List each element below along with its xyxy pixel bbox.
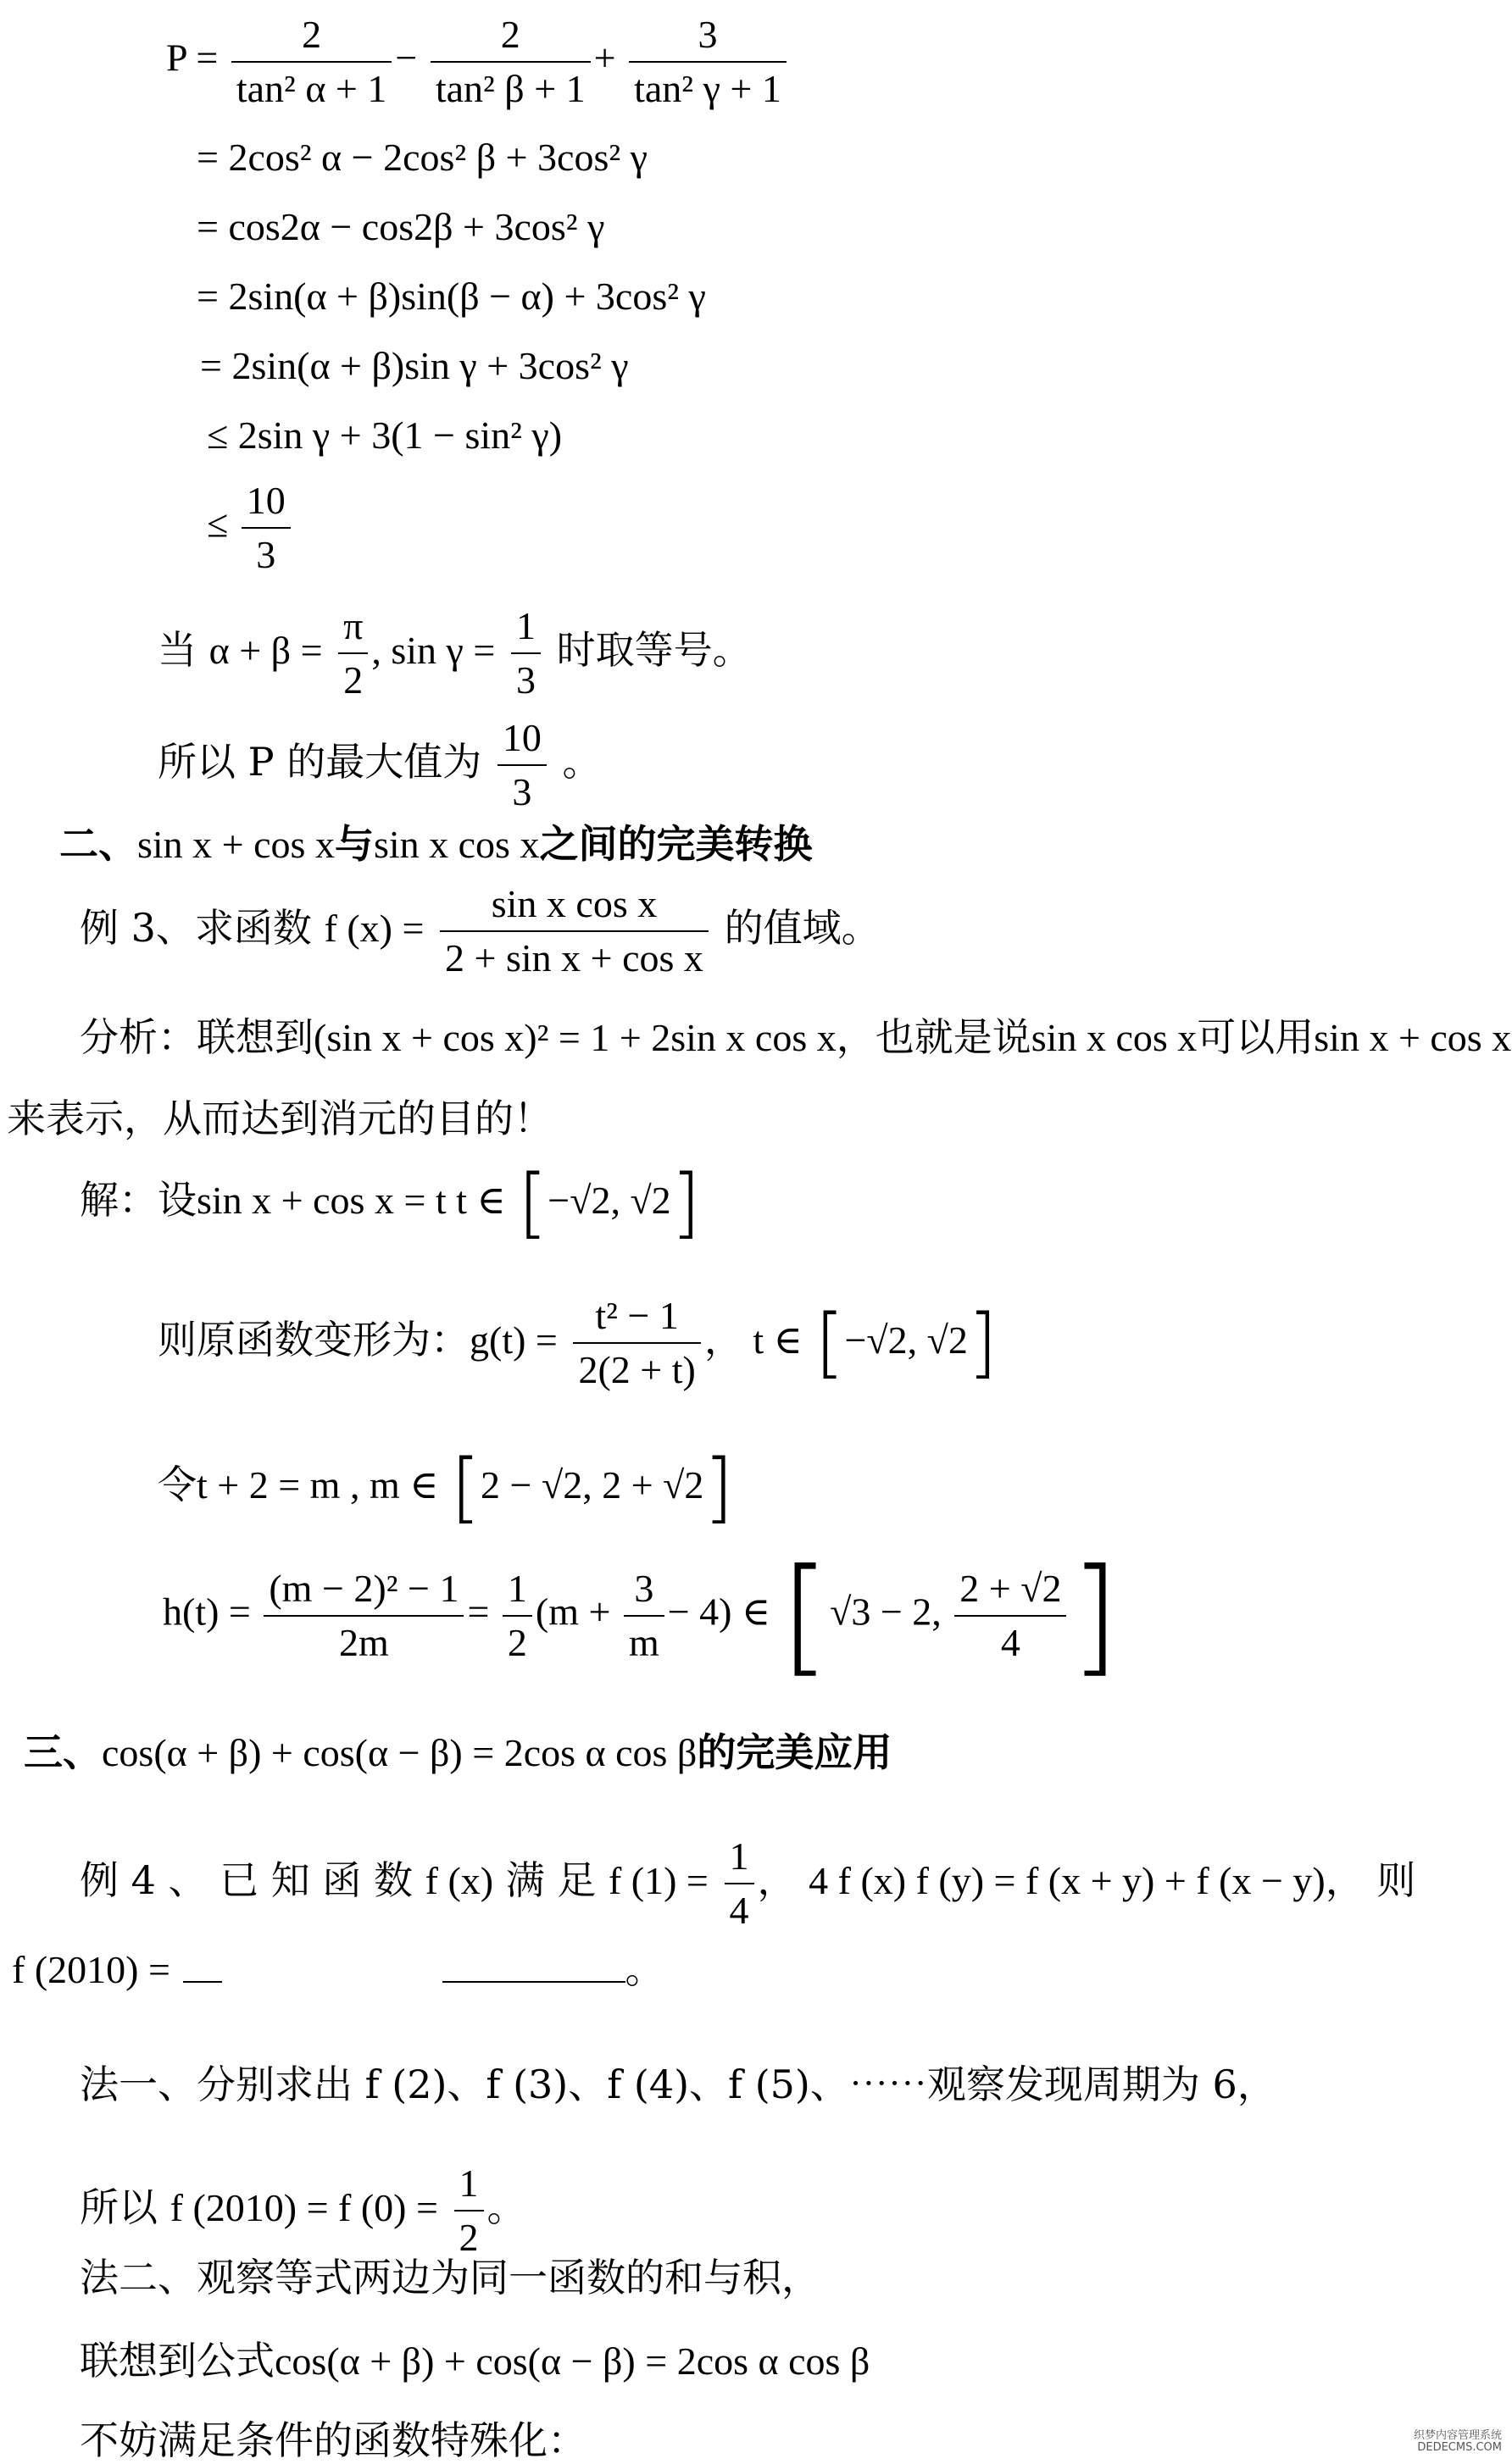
frac1-num: 2 bbox=[302, 13, 322, 56]
g-pre: 则原函数变形为： bbox=[158, 1317, 470, 1362]
right-bracket: ] bbox=[670, 1158, 701, 1247]
ex4-answer-lhs: f (2010) = bbox=[12, 1948, 170, 1991]
frac-num: 1 bbox=[459, 2162, 479, 2205]
left-bracket: [ bbox=[780, 1542, 831, 1690]
right-bracket: ] bbox=[703, 1443, 734, 1532]
left-bracket: [ bbox=[814, 1298, 845, 1387]
derivation-line-6: ≤ 2sin γ + 3(1 − sin² γ) bbox=[207, 413, 563, 457]
ex3-fx: f (x) = bbox=[324, 907, 425, 950]
h-lhs: h(t) = bbox=[163, 1590, 251, 1634]
an-mid-2: 可以用 bbox=[1197, 1014, 1315, 1060]
method-1-line: 法一、分别求出 f (2)、f (3)、f (4)、f (5)、⋯⋯观察发现周期为 6， bbox=[80, 2062, 1276, 2107]
g-fraction bbox=[573, 1290, 700, 1396]
frac3-num: 3 bbox=[698, 13, 718, 56]
frac1-den: tan² α + 1 bbox=[231, 61, 392, 115]
frac-num: 2 + √2 bbox=[959, 1567, 1062, 1610]
frac-den: 2 bbox=[454, 2210, 484, 2264]
fraction-1-3 bbox=[511, 600, 541, 707]
frac-den: 2m bbox=[264, 1615, 464, 1669]
example-3 bbox=[80, 878, 881, 985]
plus-sign: + bbox=[593, 36, 616, 80]
sol-interval: −√2, √2 bbox=[548, 1179, 671, 1222]
method-2-special: 不妨满足条件的函数特殊化： bbox=[80, 2417, 586, 2463]
derivation-line-1 bbox=[166, 8, 790, 115]
heading-math: cos(α + β) + cos(α − β) = 2cos α cos β bbox=[102, 1731, 698, 1774]
sol-pre: 解：设 bbox=[80, 1177, 197, 1223]
m1b-math: f (2010) = f (0) = bbox=[170, 2186, 438, 2229]
an-mid: ，也就是说 bbox=[836, 1014, 1031, 1060]
frac-num: 3 bbox=[634, 1567, 654, 1610]
h-fraction-2 bbox=[503, 1562, 532, 1669]
frac2-den: tan² β + 1 bbox=[431, 61, 591, 115]
answer-blank-1 bbox=[183, 1947, 222, 1983]
let-interval: 2 − √2, 2 + √2 bbox=[481, 1463, 704, 1507]
fraction-pi-2 bbox=[338, 600, 368, 707]
heading-post: 之间的完美转换 bbox=[539, 821, 813, 867]
substitution-line bbox=[158, 1443, 734, 1532]
m1b-fraction bbox=[454, 2157, 484, 2264]
ex3-post: 的值域。 bbox=[724, 905, 881, 951]
frac-den: 2 bbox=[338, 652, 368, 707]
derivation-line-3: = cos2α − cos2β + 3cos² γ bbox=[197, 205, 605, 248]
le-sign: ≤ bbox=[207, 502, 229, 546]
ex4-pre: 例 4 、 已 知 函 数 bbox=[80, 1857, 413, 1903]
solution-line bbox=[80, 1158, 701, 1247]
derivation-line-4: = 2sin(α + β)sin(β − α) + 3cos² γ bbox=[197, 275, 706, 318]
heading-post: 的完美应用 bbox=[697, 1729, 892, 1775]
let-pre: 令 bbox=[158, 1462, 197, 1507]
fraction-max bbox=[498, 712, 547, 819]
left-bracket: [ bbox=[450, 1443, 481, 1532]
example-4-line-2 bbox=[12, 1945, 664, 1994]
method-2-line: 法二、观察等式两边为同一函数的和与积， bbox=[80, 2255, 820, 2300]
ex4-then: ， 则 bbox=[1325, 1857, 1416, 1903]
h-eq: = bbox=[467, 1590, 490, 1634]
eq-post: 时取等号。 bbox=[556, 627, 752, 673]
minus-sign: − bbox=[395, 36, 418, 80]
frac-num: 1 bbox=[729, 1834, 749, 1878]
analysis-line-1 bbox=[80, 1013, 1511, 1062]
section-3-heading bbox=[24, 1729, 892, 1777]
frac-den: 3 bbox=[511, 652, 541, 707]
derivation-line-7 bbox=[207, 474, 294, 581]
ex4-end: 。 bbox=[625, 1946, 664, 1992]
g-post: ， t ∈ bbox=[703, 1318, 803, 1362]
frac-den: 3 bbox=[242, 527, 291, 581]
eq-b: , sin γ = bbox=[371, 629, 496, 672]
frac-den: 2(2 + t) bbox=[573, 1342, 700, 1396]
h-m1: (m + bbox=[535, 1590, 611, 1634]
h-fraction-3 bbox=[624, 1562, 664, 1669]
heading-mid: 与 bbox=[334, 821, 374, 867]
derivation-line-2: = 2cos² α − 2cos² β + 3cos² γ bbox=[197, 136, 648, 179]
h-fraction-1 bbox=[264, 1562, 464, 1669]
an-math-3: sin x + cos x bbox=[1314, 1016, 1512, 1059]
frac-num: sin x cos x bbox=[491, 882, 658, 925]
ex3-pre: 例 3、求函数 bbox=[80, 905, 312, 951]
heading-math-1: sin x + cos x bbox=[137, 823, 335, 866]
an-math-2: sin x cos x bbox=[1031, 1016, 1198, 1059]
method-1-result bbox=[80, 2157, 526, 2264]
g-interval: −√2, √2 bbox=[844, 1318, 968, 1362]
frac-num: π bbox=[343, 604, 364, 647]
max-value-line bbox=[158, 712, 601, 819]
frac-num: 1 bbox=[507, 1567, 527, 1610]
ex3-fraction bbox=[440, 878, 709, 985]
ex4-f1: f (1) = bbox=[608, 1859, 709, 1902]
method-2-formula bbox=[80, 2337, 870, 2385]
frac-num: (m − 2)² − 1 bbox=[269, 1567, 459, 1610]
p-lhs: P = bbox=[166, 36, 219, 80]
right-bracket: ] bbox=[1070, 1542, 1120, 1690]
frac-num: 10 bbox=[502, 716, 542, 759]
fraction-10-3 bbox=[242, 474, 291, 581]
watermark-line-2: DEDECMS.COM bbox=[1417, 2441, 1502, 2454]
left-bracket: [ bbox=[518, 1158, 548, 1247]
frac-den: 4 bbox=[725, 1883, 754, 1937]
example-4-line-1 bbox=[80, 1830, 1415, 1937]
an-math-1: (sin x + cos x)² = 1 + 2sin x cos x bbox=[314, 1016, 837, 1059]
section-2-heading bbox=[59, 820, 812, 869]
ex4-fraction bbox=[725, 1830, 754, 1937]
ex4-equation: 4 f (x) f (y) = f (x + y) + f (x − y) bbox=[809, 1859, 1326, 1902]
equality-condition bbox=[158, 600, 752, 707]
watermark-line-1: 织梦内容管理系统 bbox=[1413, 2429, 1502, 2442]
h-interval-fraction bbox=[954, 1562, 1066, 1669]
fraction-3 bbox=[629, 8, 787, 115]
heading-number: 三、 bbox=[24, 1729, 102, 1775]
frac2-num: 2 bbox=[500, 13, 520, 56]
answer-blank-2 bbox=[442, 1947, 625, 1983]
frac-den: 4 bbox=[954, 1615, 1066, 1669]
ex4-mid: 满 足 bbox=[505, 1857, 597, 1903]
fraction-1 bbox=[231, 8, 392, 115]
heading-number: 二、 bbox=[59, 821, 137, 867]
frac-num: t² − 1 bbox=[595, 1294, 679, 1337]
sol-math: sin x + cos x = t t ∈ bbox=[197, 1179, 506, 1222]
max-post: 。 bbox=[562, 739, 602, 785]
fraction-2 bbox=[431, 8, 591, 115]
max-pre: 所以 P 的最大值为 bbox=[158, 739, 482, 785]
ex4-fx: f (x) bbox=[425, 1859, 494, 1902]
eq-pre: 当 bbox=[158, 627, 197, 673]
m1b-post: 。 bbox=[486, 2184, 526, 2230]
right-bracket: ] bbox=[967, 1298, 998, 1387]
ex4-comma: ， bbox=[757, 1857, 797, 1903]
analysis-line-2: 来表示，从而达到消元的目的！ bbox=[7, 1096, 553, 1141]
frac-den: 2 + sin x + cos x bbox=[440, 930, 709, 985]
g-lhs: g(t) = bbox=[470, 1318, 558, 1362]
h-interval-a: √3 − 2, bbox=[830, 1590, 942, 1634]
m1b-pre: 所以 bbox=[80, 2184, 158, 2230]
derivation-line-5: = 2sin(α + β)sin γ + 3cos² γ bbox=[200, 344, 629, 387]
h-function-line bbox=[163, 1542, 1120, 1690]
frac3-den: tan² γ + 1 bbox=[629, 61, 787, 115]
eq-a: α + β = bbox=[208, 629, 323, 672]
frac-den: 3 bbox=[498, 764, 547, 819]
g-function-line bbox=[158, 1290, 998, 1396]
heading-math-2: sin x cos x bbox=[373, 823, 540, 866]
frac-den: m bbox=[624, 1615, 664, 1669]
frac-num: 10 bbox=[246, 479, 286, 522]
m2b-math: cos(α + β) + cos(α − β) = 2cos α cos β bbox=[275, 2339, 870, 2383]
an-pre: 分析：联想到 bbox=[80, 1014, 314, 1060]
watermark-logo bbox=[1414, 2430, 1502, 2454]
frac-num: 1 bbox=[515, 604, 536, 647]
h-m2: − 4) ∈ bbox=[667, 1590, 771, 1634]
let-math: t + 2 = m , m ∈ bbox=[197, 1463, 439, 1507]
m2b-pre: 联想到公式 bbox=[80, 2338, 275, 2384]
frac-den: 2 bbox=[503, 1615, 532, 1669]
